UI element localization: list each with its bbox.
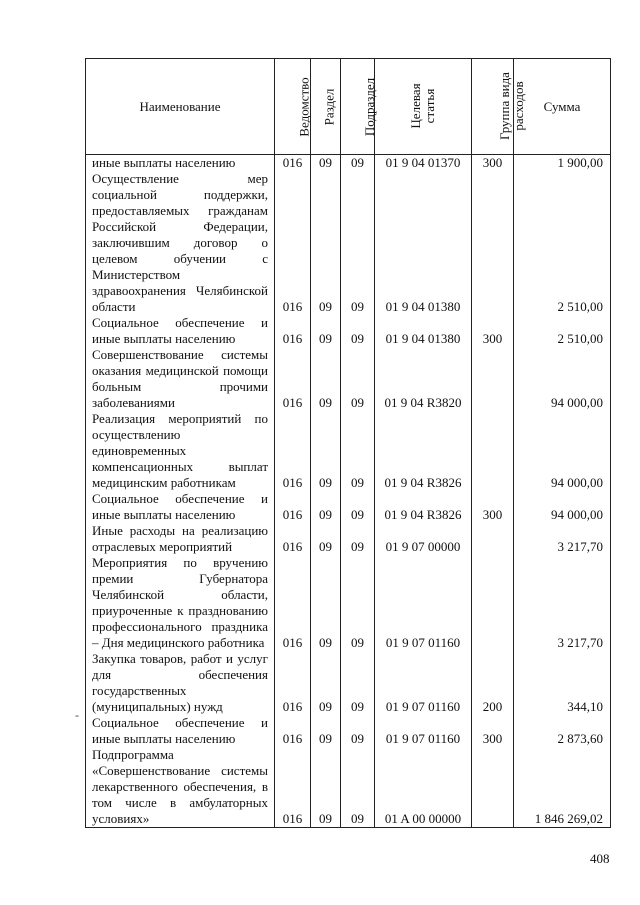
row-summa: 94 000,00 (514, 411, 611, 491)
table-row (86, 347, 611, 411)
header-statya (375, 59, 472, 155)
table-row (86, 747, 611, 828)
row-podrazdel: 09 (341, 523, 375, 555)
row-podrazdel: 09 (341, 715, 375, 747)
table-row (86, 523, 611, 555)
row-name: Социальное обеспечение и иные выплаты населению (86, 715, 275, 747)
row-ved: 016 (275, 347, 311, 411)
row-statya: 01 9 07 01160 (375, 555, 472, 651)
row-summa: 94 000,00 (514, 491, 611, 523)
row-razdel: 09 (311, 715, 341, 747)
header-name-label: Наименование (139, 98, 221, 114)
header-razdel-label: Раздел (321, 88, 337, 125)
header-razdel (311, 59, 341, 155)
row-gruppa (472, 555, 514, 651)
row-ved: 016 (275, 171, 311, 315)
table-row (86, 411, 611, 491)
table-row (86, 315, 611, 347)
row-statya: 01 9 04 01370 (375, 155, 472, 172)
row-ved: 016 (275, 411, 311, 491)
row-summa: 1 846 269,02 (514, 747, 611, 828)
header-podrazdel (341, 59, 378, 155)
row-summa: 344,10 (514, 651, 611, 715)
budget-table (85, 58, 611, 828)
row-ved: 016 (275, 315, 311, 347)
row-podrazdel: 09 (341, 651, 375, 715)
row-ved: 016 (275, 747, 311, 828)
table-row (86, 715, 611, 747)
header-summa-label: Сумма (543, 98, 581, 114)
row-podrazdel: 09 (341, 747, 375, 828)
row-gruppa (472, 411, 514, 491)
row-statya: 01 9 04 R3826 (375, 411, 472, 491)
row-podrazdel: 09 (341, 411, 375, 491)
row-ved: 016 (275, 523, 311, 555)
table-body (86, 155, 611, 828)
row-razdel: 09 (311, 155, 341, 172)
table-row (86, 555, 611, 651)
header-podrazdel-label: Подраздел (362, 77, 378, 136)
row-statya: 01 9 07 01160 (375, 715, 472, 747)
table-row (86, 651, 611, 715)
row-summa: 2 510,00 (514, 315, 611, 347)
row-gruppa: 300 (472, 491, 514, 523)
header-gruppa-label: Группа вида расходов (497, 72, 526, 140)
header-ved-label: Ведомство (296, 76, 312, 137)
row-name: Совершенствование системы оказания медицинской помощи больным прочими заболеваниями (86, 347, 275, 411)
row-gruppa: 200 (472, 651, 514, 715)
row-summa: 94 000,00 (514, 347, 611, 411)
row-statya: 01 9 07 00000 (375, 523, 472, 555)
row-ved: 016 (275, 491, 311, 523)
row-ved: 016 (275, 715, 311, 747)
row-name: Иные расходы на реализацию отраслевых мероприятий (86, 523, 275, 555)
row-razdel: 09 (311, 171, 341, 315)
row-summa: 3 217,70 (514, 523, 611, 555)
row-name: Мероприятия по вручению премии Губернатора Челябинской области, приуроченные к празднованию профессионального праздника – Дня медицинского работника (86, 555, 275, 651)
row-podrazdel: 09 (341, 491, 375, 523)
table-row (86, 171, 611, 315)
row-name: Подпрограмма «Совершенствование системы лекарственного обеспечения, в том числе в амбулаторных условиях» (86, 747, 275, 828)
row-razdel: 09 (311, 747, 341, 828)
row-razdel: 09 (311, 347, 341, 411)
row-statya: 01 9 04 R3826 (375, 491, 472, 523)
row-statya: 01 9 04 01380 (375, 315, 472, 347)
header-gruppa (472, 59, 526, 155)
row-summa: 2 873,60 (514, 715, 611, 747)
row-name: Социальное обеспечение и иные выплаты населению (86, 315, 275, 347)
row-summa: 1 900,00 (514, 155, 611, 172)
row-gruppa (472, 347, 514, 411)
row-statya: 01 9 07 01160 (375, 651, 472, 715)
row-razdel: 09 (311, 523, 341, 555)
row-gruppa: 300 (472, 155, 514, 172)
row-name: Закупка товаров, работ и услуг для обеспечения государственных (муниципальных) нужд (86, 651, 275, 715)
row-statya: 01 A 00 00000 (375, 747, 472, 828)
row-podrazdel: 09 (341, 555, 375, 651)
row-razdel: 09 (311, 411, 341, 491)
row-ved: 016 (275, 155, 311, 172)
row-razdel: 09 (311, 491, 341, 523)
row-razdel: 09 (311, 651, 341, 715)
header-name (86, 59, 275, 155)
margin-mark: - (75, 708, 79, 722)
header-summa (514, 59, 611, 155)
row-podrazdel: 09 (341, 347, 375, 411)
row-gruppa (472, 171, 514, 315)
row-razdel: 09 (311, 315, 341, 347)
page-number: 408 (590, 851, 610, 866)
row-ved: 016 (275, 555, 311, 651)
row-ved: 016 (275, 651, 311, 715)
row-podrazdel: 09 (341, 155, 375, 172)
row-gruppa (472, 747, 514, 828)
header-statya-label: Целевая статья (408, 83, 437, 129)
table-header-row (86, 59, 611, 155)
row-statya: 01 9 04 01380 (375, 171, 472, 315)
row-name: Осуществление мер социальной поддержки, предоставляемых гражданам Российской Федерации, заключившим договор о целевом обучении с Министерством здравоохранения Челябинской области (86, 171, 275, 315)
row-name: Социальное обеспечение и иные выплаты населению (86, 491, 275, 523)
row-gruppa: 300 (472, 715, 514, 747)
header-ved (275, 59, 311, 155)
row-gruppa: 300 (472, 315, 514, 347)
row-podrazdel: 09 (341, 315, 375, 347)
table-row (86, 155, 611, 172)
row-name: иные выплаты населению (86, 155, 275, 172)
row-statya: 01 9 04 R3820 (375, 347, 472, 411)
row-summa: 2 510,00 (514, 171, 611, 315)
row-gruppa (472, 523, 514, 555)
row-razdel: 09 (311, 555, 341, 651)
table-row (86, 491, 611, 523)
row-summa: 3 217,70 (514, 555, 611, 651)
row-name: Реализация мероприятий по осуществлению единовременных компенсационных выплат медицинским работникам (86, 411, 275, 491)
row-podrazdel: 09 (341, 171, 375, 315)
